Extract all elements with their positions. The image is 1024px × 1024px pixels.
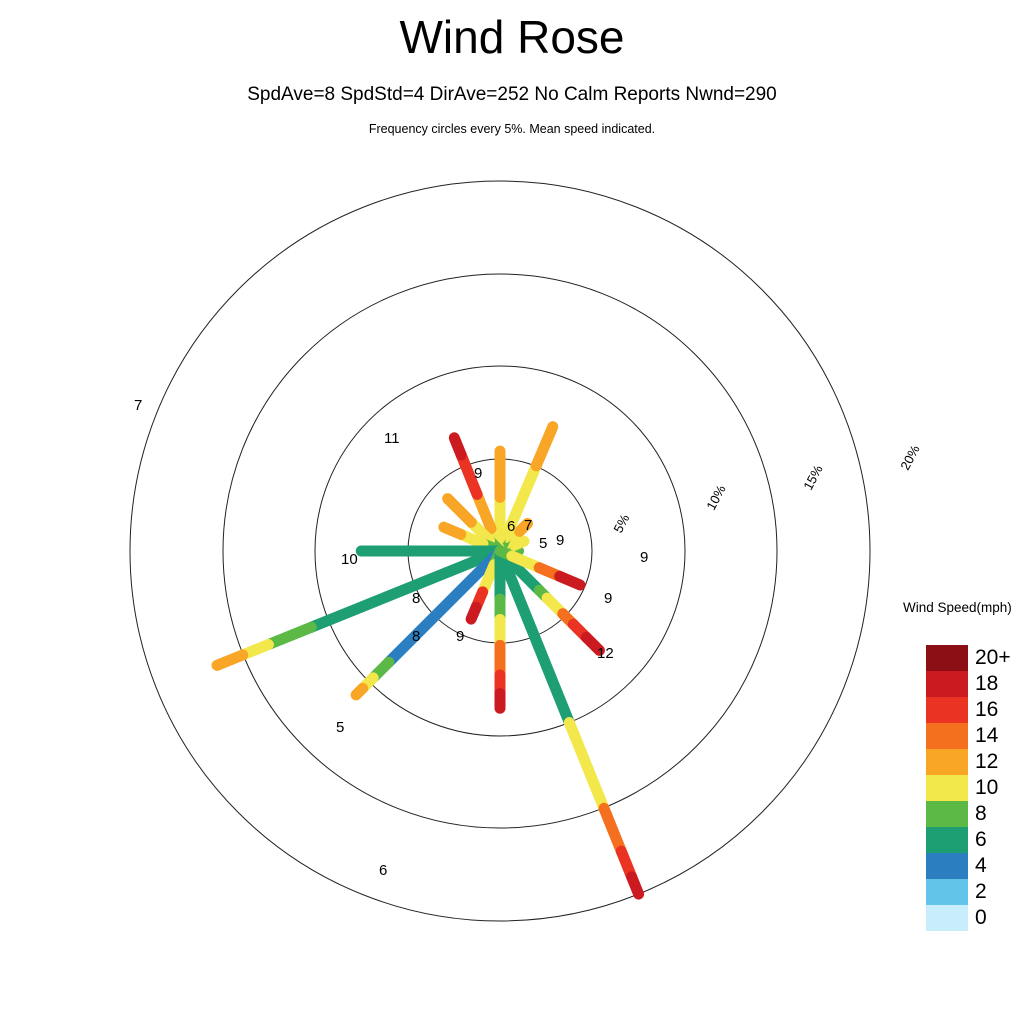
petal-mean-speed-label: 6: [379, 862, 388, 879]
legend-swatch: [926, 697, 968, 723]
legend-label: 6: [975, 828, 987, 851]
petal: [217, 551, 500, 665]
legend-label: 8: [975, 802, 987, 825]
petal-segment: [217, 655, 243, 665]
petal: [500, 551, 639, 894]
petal-mean-speed-label: 10: [341, 551, 358, 568]
legend-row: [926, 749, 1011, 775]
ring-label: 20%: [897, 442, 923, 473]
petal-segment: [536, 427, 553, 466]
petal-segment: [471, 607, 476, 619]
petal-mean-speed-label: 7: [524, 517, 533, 534]
legend-swatch: [926, 853, 968, 879]
legend-row: [926, 697, 1011, 723]
legend-row: [926, 853, 1011, 879]
legend-label: 10: [975, 776, 999, 799]
petal-mean-speed-label: 7: [134, 397, 143, 414]
petal-segment: [448, 499, 472, 523]
wind-speed-legend: [926, 645, 1011, 931]
chart-note: Frequency circles every 5%. Mean speed indicated.: [368, 122, 656, 136]
petal-segment: [569, 723, 604, 809]
legend-row: [926, 905, 1011, 931]
legend-label: 18: [975, 672, 999, 695]
legend-row: [926, 775, 1011, 801]
legend-row: [926, 827, 1011, 853]
legend-row: [926, 801, 1011, 827]
petal-mean-speed-label: 9: [556, 532, 565, 549]
legend-swatch: [926, 671, 968, 697]
petal-mean-speed-label: 5: [336, 719, 345, 736]
legend-title: Wind Speed(mph): [903, 600, 1012, 615]
legend-swatch: [926, 645, 968, 671]
ring-label: 15%: [800, 462, 826, 493]
petal-mean-speed-label: 6: [507, 518, 516, 535]
petal-segment: [454, 438, 461, 455]
legend-swatch: [926, 801, 968, 827]
legend-swatch: [926, 775, 968, 801]
legend-label: 2: [975, 880, 987, 903]
petal-mean-speed-label: 8: [412, 628, 421, 645]
legend-label: 4: [975, 854, 987, 877]
petal-segment: [444, 527, 461, 534]
ring-label: 5%: [610, 511, 633, 536]
legend-row: [926, 671, 1011, 697]
petal-mean-speed-label: 9: [640, 549, 649, 566]
legend-label: 20+: [975, 646, 1011, 669]
legend-swatch: [926, 827, 968, 853]
legend-label: 16: [975, 698, 999, 721]
petal-segment: [632, 877, 639, 894]
chart-subtitle: SpdAve=8 SpdStd=4 DirAve=252 No Calm Reports Nwnd=290: [247, 84, 777, 105]
legend-row: [926, 879, 1011, 905]
petal-mean-speed-label: 9: [604, 590, 613, 607]
legend-label: 14: [975, 724, 999, 747]
petal-segment: [604, 808, 621, 851]
petal-segment: [560, 576, 580, 585]
petal-segment: [268, 627, 311, 644]
petal-mean-speed-label: 11: [384, 430, 400, 447]
page-title: Wind Rose: [399, 11, 625, 63]
legend-swatch: [926, 879, 968, 905]
petal-mean-speed-label: 8: [412, 590, 421, 607]
petal: [356, 551, 500, 695]
petal-mean-speed-label: 9: [474, 465, 483, 482]
legend-label: 0: [975, 906, 987, 929]
petal-mean-speed-label: 9: [456, 628, 465, 645]
ring-label: 10%: [703, 482, 729, 513]
legend-row: [926, 645, 1011, 671]
legend-row: [926, 723, 1011, 749]
petal-mean-speed-label: 12: [597, 645, 614, 662]
legend-swatch: [926, 749, 968, 775]
petal-mean-speed-label: 5: [539, 535, 548, 552]
legend-label: 12: [975, 750, 999, 773]
legend-swatch: [926, 723, 968, 749]
legend-swatch: [926, 905, 968, 931]
petal-segment: [356, 688, 363, 695]
